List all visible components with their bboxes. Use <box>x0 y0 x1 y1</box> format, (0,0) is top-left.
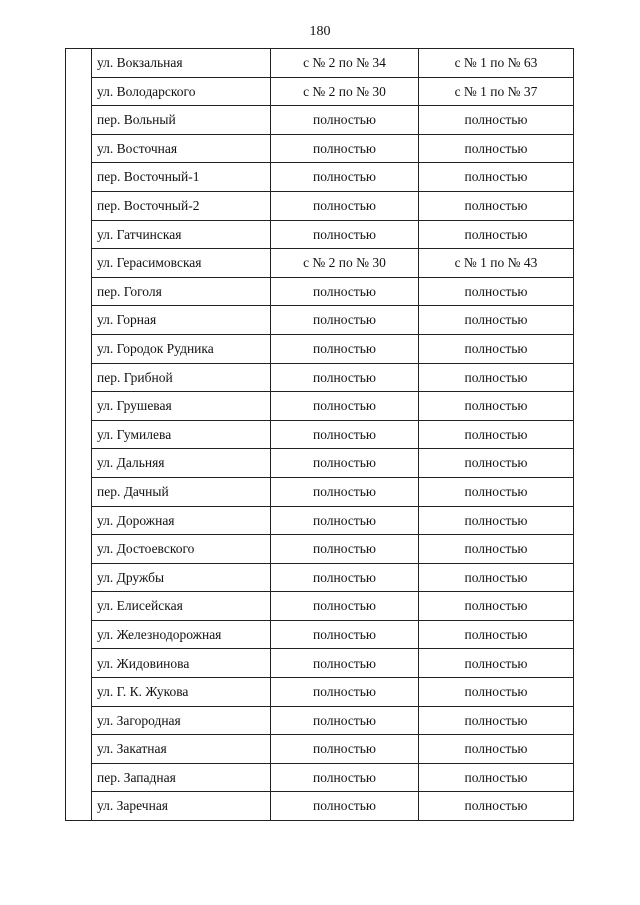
odd-numbers-cell: полностью <box>419 792 574 821</box>
even-numbers-cell: полностью <box>271 334 419 363</box>
table-row <box>66 763 574 792</box>
odd-numbers-cell: полностью <box>419 563 574 592</box>
row-margin-cell <box>66 49 92 78</box>
even-numbers-cell: с № 2 по № 34 <box>271 49 419 78</box>
table-row <box>66 392 574 421</box>
table-row <box>66 306 574 335</box>
table-row <box>66 363 574 392</box>
street-name-cell: ул. Гатчинская <box>92 220 271 249</box>
odd-numbers-cell: полностью <box>419 306 574 335</box>
even-numbers-cell: полностью <box>271 191 419 220</box>
table-row <box>66 506 574 535</box>
odd-numbers-cell: полностью <box>419 334 574 363</box>
row-margin-cell <box>66 477 92 506</box>
row-margin-cell <box>66 506 92 535</box>
even-numbers-cell: полностью <box>271 563 419 592</box>
row-margin-cell <box>66 163 92 192</box>
street-table <box>65 48 574 821</box>
odd-numbers-cell: полностью <box>419 620 574 649</box>
odd-numbers-cell: полностью <box>419 678 574 707</box>
even-numbers-cell: полностью <box>271 449 419 478</box>
odd-numbers-cell: с № 1 по № 37 <box>419 77 574 106</box>
odd-numbers-cell: полностью <box>419 649 574 678</box>
table-row <box>66 134 574 163</box>
table-row <box>66 792 574 821</box>
even-numbers-cell: полностью <box>271 792 419 821</box>
table-row <box>66 106 574 135</box>
row-margin-cell <box>66 563 92 592</box>
odd-numbers-cell: полностью <box>419 535 574 564</box>
street-name-cell: ул. Вокзальная <box>92 49 271 78</box>
row-margin-cell <box>66 306 92 335</box>
row-margin-cell <box>66 592 92 621</box>
street-name-cell: ул. Володарского <box>92 77 271 106</box>
row-margin-cell <box>66 706 92 735</box>
street-name-cell: пер. Восточный-1 <box>92 163 271 192</box>
even-numbers-cell: полностью <box>271 392 419 421</box>
even-numbers-cell: полностью <box>271 649 419 678</box>
row-margin-cell <box>66 649 92 678</box>
odd-numbers-cell: полностью <box>419 191 574 220</box>
odd-numbers-cell: полностью <box>419 477 574 506</box>
odd-numbers-cell: полностью <box>419 392 574 421</box>
even-numbers-cell: полностью <box>271 592 419 621</box>
even-numbers-cell: полностью <box>271 134 419 163</box>
street-name-cell: ул. Герасимовская <box>92 249 271 278</box>
even-numbers-cell: полностью <box>271 620 419 649</box>
street-name-cell: ул. Дальняя <box>92 449 271 478</box>
table-row <box>66 77 574 106</box>
odd-numbers-cell: полностью <box>419 592 574 621</box>
street-name-cell: пер. Вольный <box>92 106 271 135</box>
street-name-cell: ул. Дружбы <box>92 563 271 592</box>
table-row <box>66 163 574 192</box>
street-name-cell: пер. Восточный-2 <box>92 191 271 220</box>
odd-numbers-cell: полностью <box>419 449 574 478</box>
street-name-cell: ул. Жидовинова <box>92 649 271 678</box>
odd-numbers-cell: полностью <box>419 706 574 735</box>
row-margin-cell <box>66 392 92 421</box>
table-row <box>66 334 574 363</box>
row-margin-cell <box>66 191 92 220</box>
even-numbers-cell: полностью <box>271 706 419 735</box>
street-name-cell: ул. Восточная <box>92 134 271 163</box>
row-margin-cell <box>66 249 92 278</box>
table-row <box>66 535 574 564</box>
street-name-cell: ул. Городок Рудника <box>92 334 271 363</box>
street-name-cell: ул. Горная <box>92 306 271 335</box>
even-numbers-cell: полностью <box>271 420 419 449</box>
odd-numbers-cell: полностью <box>419 277 574 306</box>
even-numbers-cell: полностью <box>271 163 419 192</box>
even-numbers-cell: полностью <box>271 506 419 535</box>
row-margin-cell <box>66 420 92 449</box>
table-row <box>66 277 574 306</box>
even-numbers-cell: полностью <box>271 763 419 792</box>
row-margin-cell <box>66 735 92 764</box>
table-row <box>66 49 574 78</box>
odd-numbers-cell: с № 1 по № 63 <box>419 49 574 78</box>
street-name-cell: пер. Грибной <box>92 363 271 392</box>
even-numbers-cell: полностью <box>271 678 419 707</box>
row-margin-cell <box>66 334 92 363</box>
odd-numbers-cell: полностью <box>419 106 574 135</box>
odd-numbers-cell: полностью <box>419 735 574 764</box>
table-row <box>66 620 574 649</box>
street-name-cell: ул. Грушевая <box>92 392 271 421</box>
table-row <box>66 563 574 592</box>
odd-numbers-cell: полностью <box>419 420 574 449</box>
table-row <box>66 649 574 678</box>
even-numbers-cell: полностью <box>271 306 419 335</box>
even-numbers-cell: полностью <box>271 535 419 564</box>
street-name-cell: ул. Загородная <box>92 706 271 735</box>
street-name-cell: ул. Закатная <box>92 735 271 764</box>
row-margin-cell <box>66 449 92 478</box>
street-name-cell: ул. Гумилева <box>92 420 271 449</box>
row-margin-cell <box>66 763 92 792</box>
street-name-cell: ул. Заречная <box>92 792 271 821</box>
street-name-cell: пер. Западная <box>92 763 271 792</box>
table-row <box>66 449 574 478</box>
row-margin-cell <box>66 792 92 821</box>
table-row <box>66 735 574 764</box>
street-name-cell: пер. Гоголя <box>92 277 271 306</box>
row-margin-cell <box>66 77 92 106</box>
street-name-cell: ул. Г. К. Жукова <box>92 678 271 707</box>
odd-numbers-cell: полностью <box>419 134 574 163</box>
street-name-cell: ул. Железнодорожная <box>92 620 271 649</box>
table-row <box>66 420 574 449</box>
street-name-cell: ул. Елисейская <box>92 592 271 621</box>
street-name-cell: пер. Дачный <box>92 477 271 506</box>
odd-numbers-cell: полностью <box>419 220 574 249</box>
row-margin-cell <box>66 678 92 707</box>
row-margin-cell <box>66 535 92 564</box>
row-margin-cell <box>66 106 92 135</box>
street-table-body <box>66 49 574 821</box>
table-row <box>66 592 574 621</box>
even-numbers-cell: полностью <box>271 363 419 392</box>
table-row <box>66 249 574 278</box>
table-row <box>66 220 574 249</box>
even-numbers-cell: с № 2 по № 30 <box>271 249 419 278</box>
table-row <box>66 706 574 735</box>
even-numbers-cell: полностью <box>271 277 419 306</box>
even-numbers-cell: полностью <box>271 735 419 764</box>
odd-numbers-cell: полностью <box>419 506 574 535</box>
row-margin-cell <box>66 277 92 306</box>
row-margin-cell <box>66 134 92 163</box>
table-row <box>66 477 574 506</box>
odd-numbers-cell: полностью <box>419 763 574 792</box>
even-numbers-cell: полностью <box>271 477 419 506</box>
street-name-cell: ул. Дорожная <box>92 506 271 535</box>
row-margin-cell <box>66 363 92 392</box>
odd-numbers-cell: с № 1 по № 43 <box>419 249 574 278</box>
table-row <box>66 678 574 707</box>
row-margin-cell <box>66 620 92 649</box>
odd-numbers-cell: полностью <box>419 363 574 392</box>
even-numbers-cell: с № 2 по № 30 <box>271 77 419 106</box>
street-name-cell: ул. Достоевского <box>92 535 271 564</box>
odd-numbers-cell: полностью <box>419 163 574 192</box>
page-number: 180 <box>309 24 331 39</box>
table-row <box>66 191 574 220</box>
row-margin-cell <box>66 220 92 249</box>
even-numbers-cell: полностью <box>271 220 419 249</box>
even-numbers-cell: полностью <box>271 106 419 135</box>
